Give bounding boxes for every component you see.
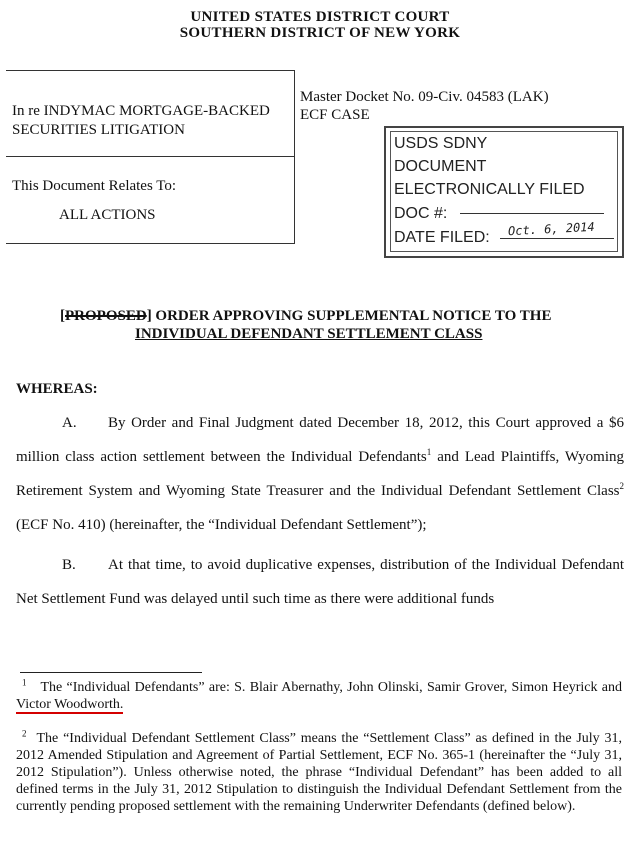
court-district: SOUTHERN DISTRICT OF NEW YORK (179, 25, 461, 41)
footnote-1 (16, 679, 622, 713)
ecf-case: ECF CASE (300, 107, 370, 123)
stamp-date-label: DATE FILED: (394, 229, 490, 246)
paragraph-b-label: B. (62, 557, 76, 573)
court-name: UNITED STATES DISTRICT COURT (190, 9, 450, 25)
case-name-line2: SECURITIES LITIGATION (12, 122, 185, 138)
caption-divider (6, 156, 294, 157)
footnote-1-text: The “Individual Defendants” are: S. Blair Abernathy, John Olinski, Samir Grover, Simon Heyrick and (40, 680, 622, 695)
paragraph-a-label: A. (62, 415, 77, 431)
title-rest: ] ORDER APPROVING SUPPLEMENTAL NOTICE TO THE (146, 308, 552, 324)
paragraph-a-text2: and Lead Plaintiffs, Wyoming Retirement System and Wyoming State Treasurer and the Individual Defendant Settlement Class (16, 449, 625, 499)
footnote-1-number: 1 (22, 677, 27, 688)
footnote-2-text: The “Individual Defendant Settlement Class” means the “Settlement Class” as defined in the July 31, 2012 Amended Stipulation and Agreement of Partial Settlement, ECF No. 365-1 (hereinafter the “July 31, 2012 Stipulation”). Unless otherwise noted, the phrase “Individual Defendant” has been added to all defined terms in the July 31, 2012 Stipulation to distinguish the Individual Defendant Settlement from the currently pending proposed settlement with the remaining Underwriter Defendants (defined below). (16, 731, 622, 814)
all-actions: ALL ACTIONS (59, 207, 156, 223)
title-bracket: [ (60, 308, 65, 324)
paragraph-a-text1: By Order and Final Judgment dated December 18, 2012, this Court approved a $6 million class action settlement between the Individual Defendants (16, 415, 624, 465)
docket-number: Master Docket No. 09-Civ. 04583 (LAK) (300, 89, 549, 105)
paragraph-a-text3: (ECF No. 410) (hereinafter, the “Individual Defendant Settlement”); (16, 517, 427, 533)
stamp-document: DOCUMENT (394, 158, 487, 175)
footnote-2 (16, 730, 622, 815)
handwritten-date: Oct. 6, 2014 (507, 219, 596, 239)
paragraph-b (16, 548, 624, 616)
order-title-line1 (60, 307, 620, 325)
doc-number-blank (460, 213, 604, 214)
case-name-line1: In re INDYMAC MORTGAGE-BACKED (12, 103, 270, 119)
footnote-2-number: 2 (22, 728, 27, 739)
struck-proposed: PROPOSED (65, 308, 147, 324)
paragraph-b-text: At that time, to avoid duplicative expenses, distribution of the Individual Defendant Net Settlement Fund was delayed until such time as there were additional funds (16, 557, 624, 607)
date-filed-blank (500, 238, 614, 239)
paragraph-a (16, 406, 624, 542)
relates-to-label: This Document Relates To: (12, 178, 177, 194)
stamp-usds: USDS SDNY (394, 135, 488, 152)
stamp-electronically-filed: ELECTRONICALLY FILED (394, 181, 585, 198)
stamp-doc-label: DOC #: (394, 205, 448, 222)
footnote-1-highlight: Victor Woodworth. (16, 697, 124, 712)
order-title-line2: INDIVIDUAL DEFENDANT SETTLEMENT CLASS (135, 326, 483, 342)
footnote-ref-1: 1 (426, 447, 432, 457)
footnote-separator (20, 672, 202, 673)
whereas-heading: WHEREAS: (16, 381, 98, 397)
footnote-ref-2: 2 (619, 481, 624, 491)
